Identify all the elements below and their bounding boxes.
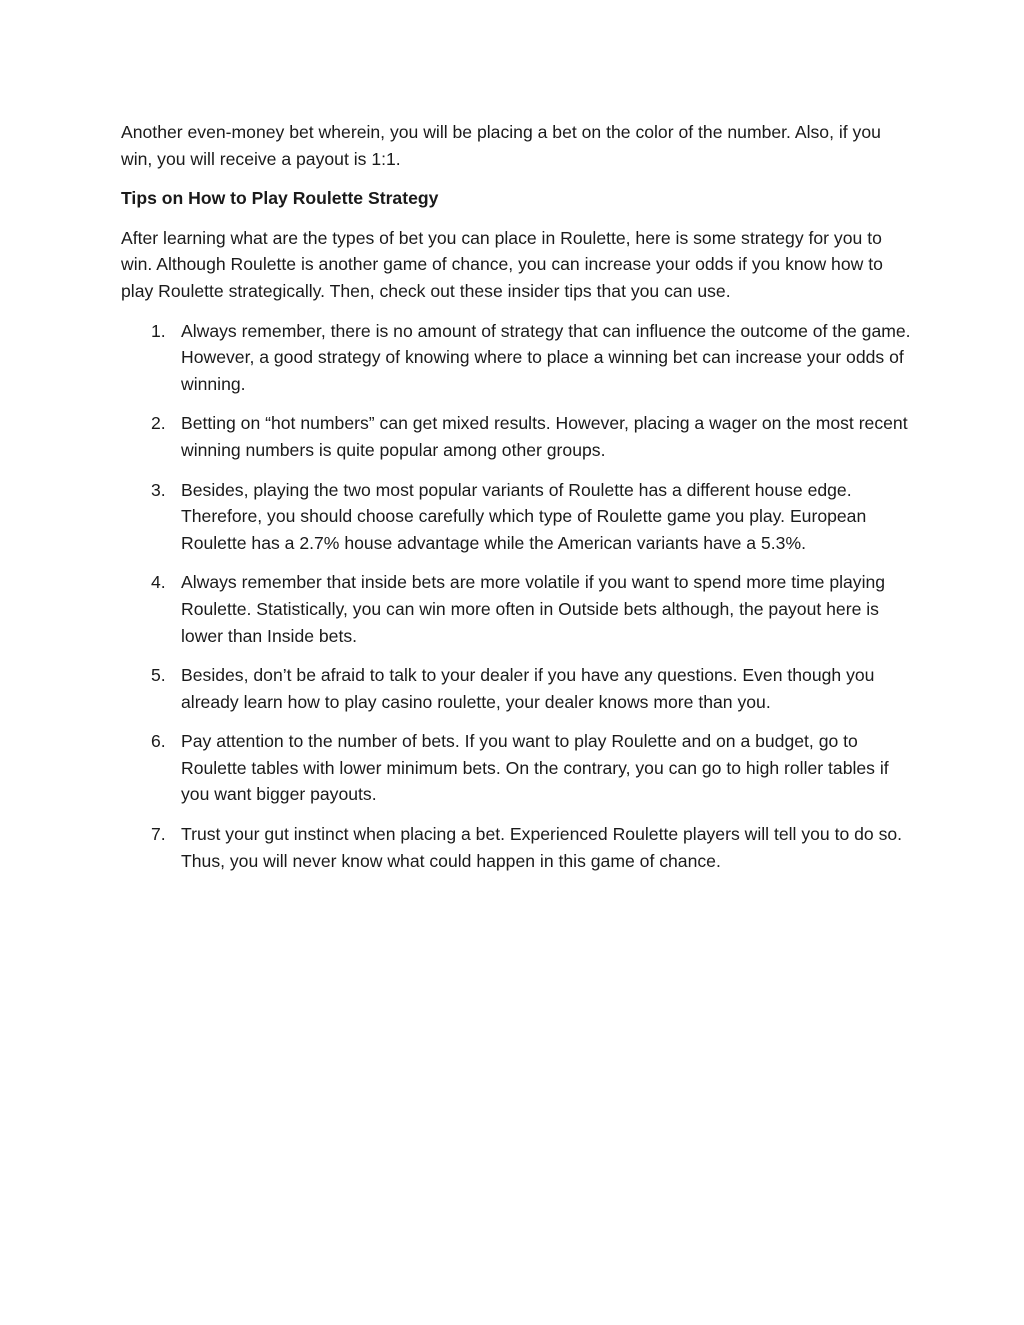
list-item-number: 3. <box>151 479 166 500</box>
section-heading: Tips on How to Play Roulette Strategy <box>121 188 439 209</box>
list-item-text: Betting on “hot numbers” can get mixed results. However, placing a wager on the most recent winning numbers is quite popular among other groups. <box>181 413 908 460</box>
list-item <box>121 318 911 398</box>
list-item <box>121 662 911 715</box>
list-item-number: 2. <box>151 413 166 434</box>
list-item-text: Besides, playing the two most popular variants of Roulette has a different house edge. Therefore, you should choose carefully which type of Roulette game you play. European Roulette has a 2.7% house advantage while the American variants have a 5.3%. <box>181 479 867 553</box>
list-item-number: 7. <box>151 824 166 845</box>
list-item-text: Pay attention to the number of bets. If you want to play Roulette and on a budget, go to Roulette tables with lower minimum bets. On the contrary, you can go to high roller tables if you want bigger payouts. <box>181 731 889 805</box>
document-page <box>121 119 911 887</box>
list-item <box>121 410 911 463</box>
list-item <box>121 477 911 557</box>
list-item <box>121 728 911 808</box>
list-item-text: Trust your gut instinct when placing a bet. Experienced Roulette players will tell you to do so. Thus, you will never know what could happen in this game of chance. <box>181 824 903 871</box>
intro-paragraph: Another even-money bet wherein, you will be placing a bet on the color of the number. Also, if you win, you will receive a payout is 1:1. <box>121 122 881 169</box>
list-item-number: 5. <box>151 665 166 686</box>
list-item-number: 4. <box>151 572 166 593</box>
list-item-number: 1. <box>151 320 166 341</box>
list-item-text: Always remember, there is no amount of strategy that can influence the outcome of the game. However, a good strategy of knowing where to place a winning bet can increase your odds of winning. <box>181 320 911 394</box>
list-item-text: Always remember that inside bets are more volatile if you want to spend more time playing Roulette. Statistically, you can win more often in Outside bets although, the payout here is lower than Inside bets. <box>181 572 886 646</box>
list-item-text: Besides, don’t be afraid to talk to your dealer if you have any questions. Even though you already learn how to play casino roulette, your dealer knows more than you. <box>181 665 875 712</box>
list-item-number: 6. <box>151 731 166 752</box>
list-item <box>121 569 911 649</box>
list-item <box>121 821 911 874</box>
tips-list <box>121 318 911 875</box>
section-paragraph: After learning what are the types of bet you can place in Roulette, here is some strategy for you to win. Although Roulette is another game of chance, you can increase your odds if you know how to play Roulette strategically. Then, check out these insider tips that you can use. <box>121 227 883 301</box>
